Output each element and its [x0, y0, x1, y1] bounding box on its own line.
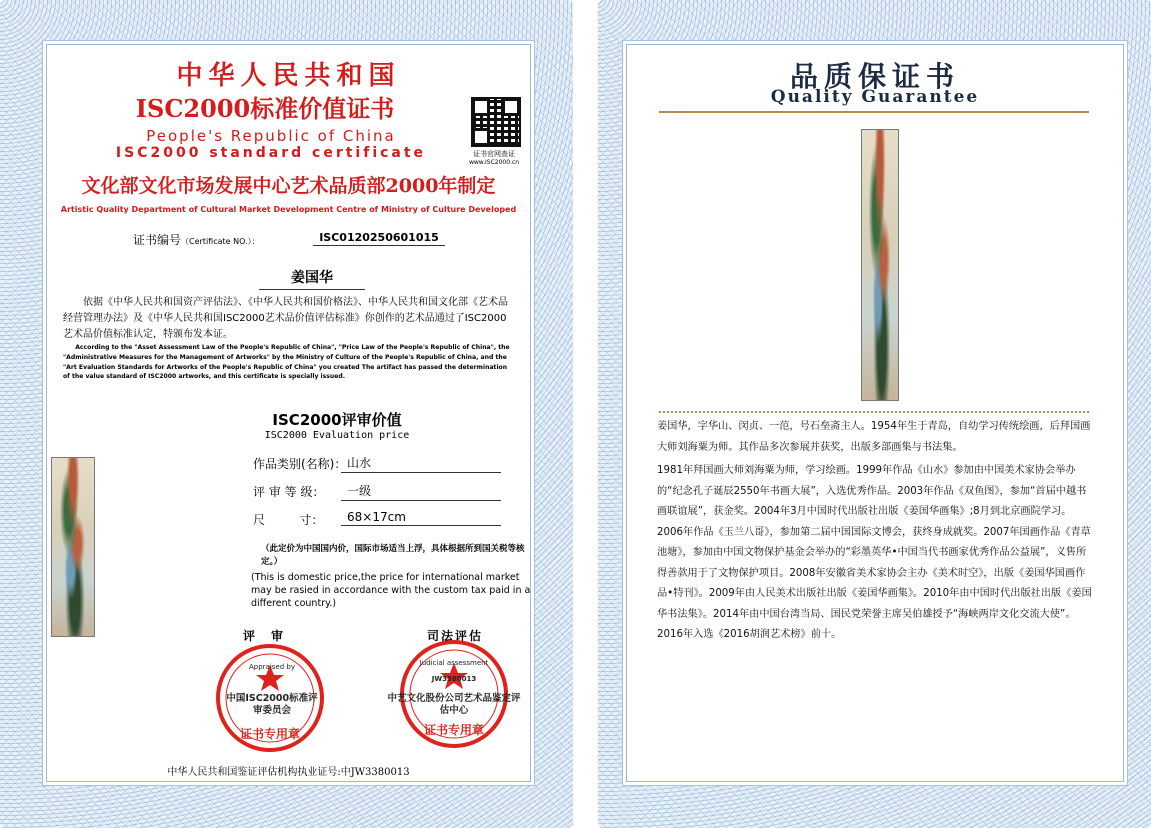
price-note-cn: （此定价为中国国内价，国际市场适当上浮，具体根据所到国关税等核定。） — [261, 544, 525, 567]
license-footer: 中华人民共和国鉴证评估机构执业证号:中JW3380013 — [167, 767, 410, 778]
qr-code[interactable] — [471, 97, 521, 147]
bio-divider — [659, 411, 1089, 413]
body-text-cn: 依据《中华人民共和国资产评估法》、《中华人民共和国价格法》、中华人民共和国文化部《艺术品经营管理办法》及《中华人民共和国ISC2000艺术品价值评估标准》你创作的艺术品通过了ISC2000艺术品价值标准认定，特颁布发本证。 — [63, 297, 508, 340]
guarantee-body — [626, 44, 1124, 782]
cert-no-label — [133, 231, 260, 248]
qr-url: www.ISC2000.cn — [468, 159, 520, 166]
cert-no-label-cn: 证书编号 — [133, 233, 182, 247]
appraisal-seal-stamp: 证书专用章 — [239, 727, 301, 741]
eval-title-cn: ISC2000评审价值 — [272, 411, 402, 429]
cert-no-label-en: （Certificate NO.）： — [181, 237, 260, 246]
appraisal-seal-sub: Appraised by — [249, 663, 295, 671]
judicial-seal-sub: Judicial assessment — [419, 659, 489, 667]
field-value-size: 68×17cm — [341, 510, 501, 526]
cert-no-value: ISC0120250601015 — [313, 231, 445, 246]
judicial-seal-text: 中艺文化股份公司艺术品鉴定评估中心 — [387, 693, 521, 716]
body-text-en: According to the "Asset Assessment Law of the People's Republic of China", "Price Law of the People's Republic of China", the "Administrative Measures for the Management of Artworks" by the Ministry of Culture of the People's Republic of China, and the "Art Evaluation Standards for Artworks of the People's Republic of China" you created The artifact has passed the determination of the value standard of ISC2000 artworks, and this certificate is specially issued. — [63, 344, 510, 381]
judicial-seal-code: JW3380013 — [431, 675, 477, 683]
appraisal-seal-text: 中国ISC2000标准评审委员会 — [226, 693, 318, 716]
eval-title-en: ISC2000 Evaluation price — [264, 430, 410, 441]
bio-paragraph-1: 姜国华，字华山、闵贞、一范，号石垒斋主人。1954年生于青岛，自幼学习传统绘画，后拜国画大师刘海粟为师。其作品多次参展并获奖，出版多部画集与书法集。 — [657, 421, 1091, 453]
owner-name: 姜国华 — [259, 267, 365, 290]
bio-paragraph-2: 1981年拜国画大师刘海粟为师，学习绘画。1999年作品《山水》参加由中国美术家协会举办的“纪念孔子诞辰2550年书画大展”，入选优秀作品。2003年作品《双鱼图》，参加“首届中越书画联谊展”，获金奖。2004年3月中国时代出版社出版《姜国华画集》;8月到北京画院学习。2006年作品《玉兰八哥》，参加第二届中国国际文博会，获终身成就奖。2007年国画作品《青草池塘》，参加由中国文物保护基金会举办的“彩墨英华•中国当代书画家优秀作品公益展”，义售所得善款用于了文物保护项目。2008年安徽省美术家协会主办《美术时空》，出版《姜国华国画作品•特刊》。2009年由人民美术出版社出版《姜国华画集》。2010年由中国时代出版社出版《姜国华书法集》。2014年由中国台湾当局、国民党荣誉主席吴伯雄授予“海峡两岸文化交流大使”。2016年入选《2016胡润艺术榜》前十。 — [657, 465, 1092, 640]
guarantee-title-cn: 品质保证书 — [789, 60, 960, 93]
judicial-seal-stamp: 证书专用章 — [423, 723, 485, 737]
field-value-category: 山水 — [341, 454, 501, 473]
field-label-category: 作品类别(名称)： — [253, 457, 347, 471]
guarantee-title-en: Quality Guarantee — [770, 87, 980, 107]
title-isc: ISC2000标准价值证书 — [135, 94, 395, 123]
field-value-grade: 一级 — [341, 482, 501, 501]
certificate-body — [46, 44, 531, 782]
seal-heading-judicial: 司法评估 — [427, 629, 484, 643]
field-label-grade: 评 审 等 级： — [253, 485, 325, 499]
artwork-image — [861, 129, 899, 401]
quality-guarantee-page — [598, 0, 1151, 828]
dept-en: Artistic Quality Department of Cultural Market Development Centre of Ministry of Culture Developed — [60, 205, 517, 214]
title-en-2: ISC2000 standard certificate — [115, 145, 427, 161]
seal-heading-appraisal: 评审 — [243, 629, 300, 643]
field-label-size: 尺 寸： — [253, 513, 324, 527]
qr-caption: 证书官网查证 — [473, 150, 515, 158]
dept-cn: 文化部文化市场发展中心艺术品质部2000年制定 — [81, 175, 496, 197]
certificate-page — [0, 0, 573, 828]
title-divider — [659, 111, 1089, 113]
artist-biography — [657, 417, 1095, 649]
price-note-en: (This is domestic price,the price for international market may be rasied in accordance with the custom tax paid in a different country.) — [251, 572, 531, 609]
title-en-1: People's Republic of China — [146, 127, 396, 145]
artwork-thumbnail — [51, 457, 95, 637]
title-cn: 中华人民共和国 — [176, 61, 401, 91]
